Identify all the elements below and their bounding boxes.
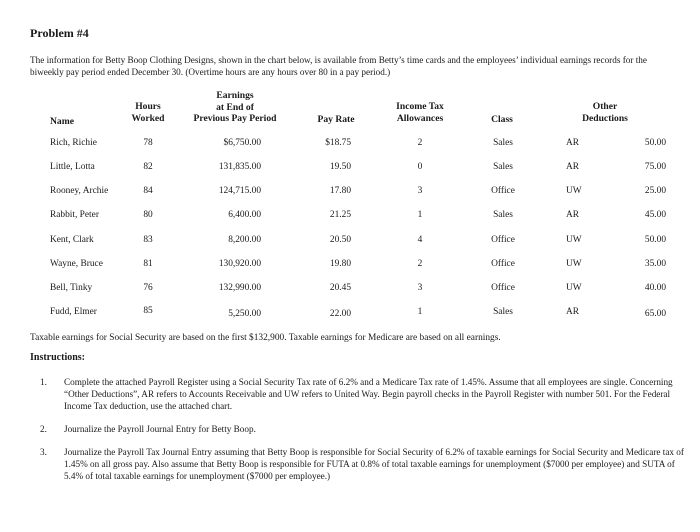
row-6-name: Wayne, Bruce	[50, 259, 103, 269]
row-6-earnings: 130,920.00	[218, 259, 261, 269]
row-1-hours: 78	[143, 138, 153, 148]
row-3-deduction-code: UW	[566, 186, 582, 196]
row-7-rate: 20.45	[329, 283, 351, 293]
instruction-text: Journalize the Payroll Tax Journal Entry assuming that Betty Boop is responsible for Social Security of 6.2% of taxable earnings for Social Security and Medicare tax of 1.45% on all gross pay. Also assume that Betty Boop is responsible for FUTA at 0.8% of total taxable earnings for unemployment ($7000 per employee) and SUTA of 5.4% of total taxable earnings for unemployment ($7000 per employee.)	[64, 447, 684, 481]
row-4-deduction-code: AR	[566, 210, 580, 220]
row-1-name: Rich, Richie	[50, 138, 97, 148]
row-6-class: Office	[491, 259, 515, 269]
row-8-deduction-code: AR	[566, 307, 580, 317]
row-6-rate: 19.80	[329, 259, 351, 269]
instructions-heading: Instructions:	[30, 352, 86, 363]
row-5-class: Office	[491, 235, 515, 245]
intro-paragraph: The information for Betty Boop Clothing Designs, shown in the chart below, is available from Betty’s time cards and the employees’ individual earnings records for the biweekly pay period ended December 30. (Overtime hours are any hours over 80 in a pay period.)	[30, 55, 647, 77]
row-8-hours: 85	[143, 306, 153, 316]
header-pay-rate: Pay Rate	[317, 114, 355, 125]
instruction-number: 3.	[40, 447, 47, 457]
row-4-hours: 80	[143, 210, 153, 220]
row-3-class: Office	[491, 186, 515, 196]
header-name: Name	[50, 116, 74, 127]
row-5-hours: 83	[143, 235, 153, 245]
problem-title: Problem #4	[30, 26, 89, 40]
row-7-deduction-amount: 40.00	[644, 283, 666, 293]
header-other-line2: Deductions	[582, 112, 628, 124]
row-4-allowances: 1	[417, 210, 423, 220]
row-5-deduction-code: UW	[566, 235, 582, 245]
row-7-name: Bell, Tinky	[50, 283, 93, 293]
row-7-hours: 76	[143, 283, 153, 293]
row-8-deduction-amount: 65.00	[644, 309, 666, 319]
row-8-earnings: 5,250.00	[228, 309, 261, 319]
header-hours-line2: Worked	[131, 112, 165, 124]
row-1-deduction-code: AR	[566, 138, 580, 148]
row-5-name: Kent, Clark	[50, 235, 94, 245]
row-2-rate: 19.50	[329, 162, 351, 172]
header-allowances	[380, 101, 460, 124]
instruction-text: Journalize the Payroll Journal Entry for Betty Boop.	[64, 424, 256, 434]
row-7-class: Office	[491, 283, 515, 293]
row-5-allowances: 4	[417, 235, 423, 245]
header-class: Class	[491, 114, 513, 125]
header-earnings-line1: Earnings	[216, 90, 254, 101]
row-4-class: Sales	[493, 210, 513, 220]
row-6-deduction-amount: 35.00	[644, 259, 666, 269]
row-3-hours: 84	[143, 186, 153, 196]
row-7-allowances: 3	[417, 283, 423, 293]
header-earnings-line3: Previous Pay Period	[193, 113, 277, 124]
row-8-allowances: 1	[417, 307, 423, 317]
header-allowances-line1: Income Tax	[396, 101, 444, 112]
instruction-text: Complete the attached Payroll Register using a Social Security Tax rate of 6.2% and a Medicare Tax rate of 1.45%. Assume that all employees are single. Concerning “Other Deductions”, AR refers to Accounts Receivable and UW refers to United Way. Begin payroll checks in the Payroll Register with number 501. For the Federal Income Tax deduction, use the attached chart.	[64, 377, 673, 411]
row-2-class: Sales	[493, 162, 513, 172]
header-other-line1: Other	[592, 101, 618, 112]
row-6-allowances: 2	[417, 259, 423, 269]
row-4-deduction-amount: 45.00	[644, 210, 666, 220]
row-1-earnings: $6,750.00	[223, 138, 261, 148]
row-8-rate: 22.00	[329, 309, 351, 319]
row-2-earnings: 131,835.00	[218, 162, 261, 172]
row-8-class: Sales	[493, 307, 513, 317]
row-4-name: Rabbit, Peter	[50, 210, 99, 220]
row-1-rate: $18.75	[325, 138, 351, 148]
row-1-deduction-amount: 50.00	[644, 138, 666, 148]
row-3-rate: 17.80	[329, 186, 351, 196]
header-earnings-line2: at End of	[216, 101, 254, 113]
row-1-class: Sales	[493, 138, 513, 148]
row-4-rate: 21.25	[329, 210, 351, 220]
row-5-earnings: 8,200.00	[228, 235, 261, 245]
row-5-deduction-amount: 50.00	[644, 235, 666, 245]
row-3-name: Rooney, Archie	[50, 186, 109, 196]
row-2-hours: 82	[143, 162, 153, 172]
header-earnings	[180, 90, 290, 125]
row-3-allowances: 3	[417, 186, 423, 196]
row-7-deduction-code: UW	[566, 283, 582, 293]
row-2-name: Little, Lotta	[50, 162, 95, 172]
row-3-deduction-amount: 25.00	[644, 186, 666, 196]
row-2-deduction-code: AR	[566, 162, 580, 172]
row-8-name: Fudd, Elmer	[50, 307, 97, 317]
row-2-allowances: 0	[417, 162, 423, 172]
row-6-deduction-code: UW	[566, 259, 582, 269]
row-5-rate: 20.50	[329, 235, 351, 245]
row-3-earnings: 124,715.00	[218, 186, 261, 196]
header-allowances-line2: Allowances	[396, 112, 444, 124]
instruction-number: 2.	[40, 424, 47, 434]
row-4-earnings: 6,400.00	[228, 210, 261, 220]
row-6-hours: 81	[143, 259, 153, 269]
instruction-number: 1.	[40, 377, 47, 387]
header-hours	[118, 101, 178, 124]
row-2-deduction-amount: 75.00	[644, 162, 666, 172]
taxable-earnings-note: Taxable earnings for Social Security are based on the first $132,900. Taxable earnings for Medicare are based on all earnings.	[30, 333, 501, 343]
row-7-earnings: 132,990.00	[218, 283, 261, 293]
header-other-deductions	[565, 101, 645, 124]
header-hours-line1: Hours	[135, 101, 161, 112]
row-1-allowances: 2	[417, 138, 423, 148]
